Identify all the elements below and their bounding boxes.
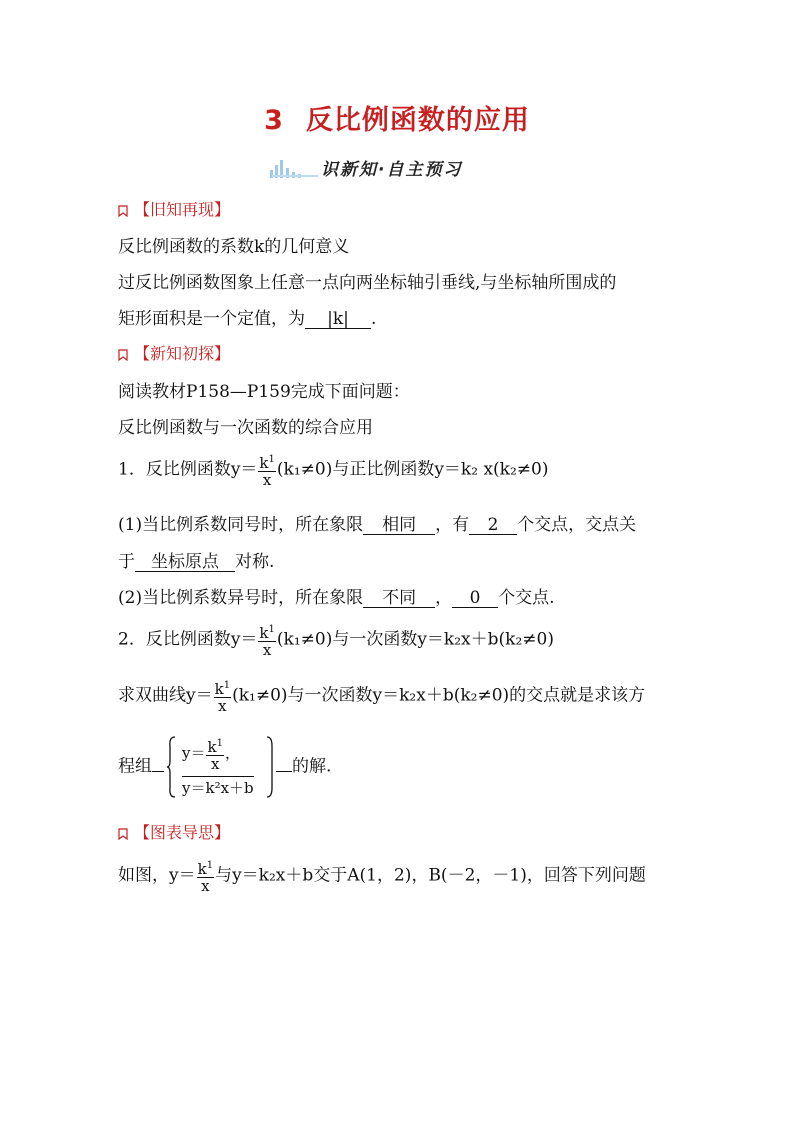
explore-sub-1: (1)当比例系数同号时，所在象限 相同 ，有 2 个交点，交点关 [118,515,637,535]
right-brace-icon [266,736,274,798]
banner-underline [272,175,318,177]
equation-system [166,736,274,798]
explore-intro: 阅读教材P158—P159完成下面问题： [118,382,410,402]
fraction-k1-over-x: $\frac{k^1}{x}$ [197,860,214,895]
title-text: 反比例函数的应用 [305,105,530,136]
system-row-2: y＝k²x＋b [182,776,254,798]
explore-item-2-line-2: 求双曲线y＝ $\frac{k^1}{x}$ (k₁≠0)与一次函数y＝k₂x＋b(k₂≠0)的交点就是求该方 [118,680,646,715]
banner-text: 识新知·自主预习 [321,160,463,180]
answer-blank: 坐标原点 [135,553,235,572]
chart-guide-line: 如图，y＝ $\frac{k^1}{x}$ 与y＝k₂x＋b交于A(1，2)，B(－2，－1)，回答下列问题 [118,860,646,895]
section-heading-review: 【旧知再现】 [118,197,230,223]
section-banner [266,152,486,182]
fraction-k1-over-x: $\frac{k^1}{x}$ [214,680,231,715]
answer-blank: 2 [469,516,517,535]
review-line-3: 矩形面积是一个定值，为 |k| . [118,309,377,329]
review-line-1: 反比例函数的系数k的几何意义 [118,237,350,257]
answer-blank: 相同 [363,516,435,535]
review-line-2: 过反比例函数图象上任意一点向两坐标轴引垂线,与坐标轴所围成的 [118,273,617,293]
explore-item-1: 1．反比例函数y＝ $\frac{k^1}{x}$ (k₁≠0)与正比例函数y＝k₂ x(k₂≠0) [118,454,549,489]
fraction-k1-over-x: $\frac{k^1}{x}$ [259,624,275,659]
fraction-k1-over-x: $\frac{k^1}{x}$ [259,454,275,489]
explore-item-2: 2．反比例函数y＝ $\frac{k^1}{x}$ (k₁≠0)与一次函数y＝k₂x＋b(k₂≠0) [118,624,554,659]
system-row-1: y＝ $\frac{k^1}{x}$ ， [182,738,240,773]
page-title [0,98,794,137]
answer-blank: 不同 [363,589,435,608]
explore-topic: 反比例函数与一次函数的综合应用 [118,418,373,438]
title-number: 3 [264,105,284,136]
left-brace-icon [166,736,176,798]
answer-blank: |k| [305,310,371,329]
section-heading-chart-guide: 【图表导思】 [118,820,230,846]
bookmark-icon [118,828,128,840]
explore-sub-2: (2)当比例系数异号时，所在象限 不同 ， 0 个交点. [118,588,555,608]
explore-sub-1-cont: 于 坐标原点 对称. [118,552,275,572]
explore-item-2-line-3: 程组 y＝ $\frac{k^1}{x}$ ， y＝k²x＋b 的解. [118,738,332,797]
section-heading-explore: 【新知初探】 [118,341,230,367]
answer-blank: 0 [452,589,498,608]
bookmark-icon [118,205,128,217]
bookmark-icon [118,349,128,361]
